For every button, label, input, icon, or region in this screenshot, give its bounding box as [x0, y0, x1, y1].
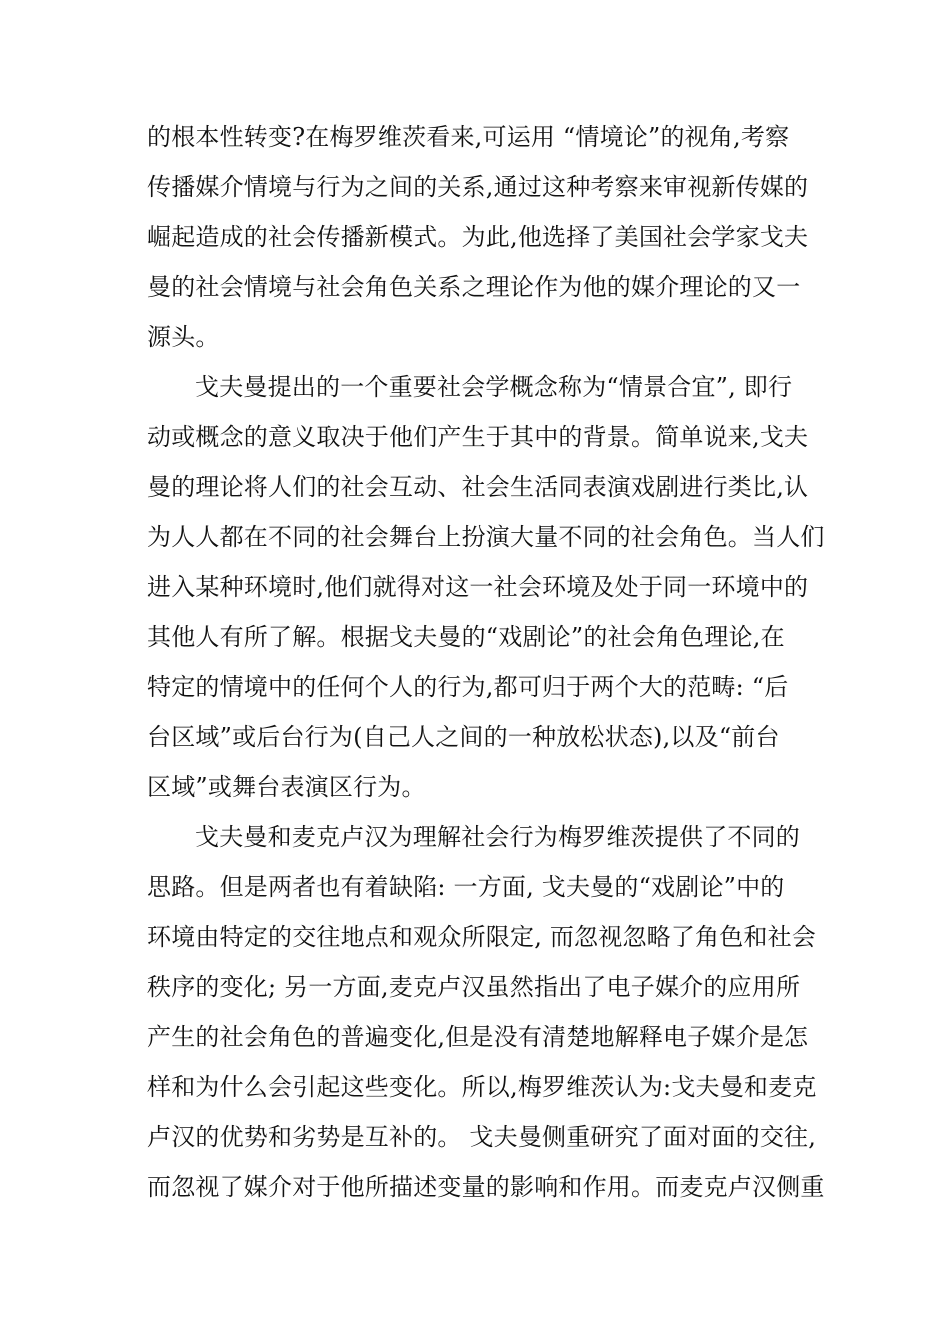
text-line: 曼的理论将人们的社会互动、社会生活同表演戏剧进行类比,认 [147, 473, 809, 501]
text-line: 特定的情境中的任何个人的行为,都可归于两个大的范畴: “后 [147, 673, 789, 701]
text-line: 卢汉的优势和劣势是互补的。 戈夫曼侧重研究了面对面的交往, [147, 1123, 817, 1151]
paragraph-3 [147, 812, 825, 1212]
text-line: 戈夫曼提出的一个重要社会学概念称为“情景合宜”, 即行 [195, 373, 793, 401]
text-line: 传播媒介情境与行为之间的关系,通过这种考察来审视新传媒的 [147, 173, 809, 201]
text-line: 而忽视了媒介对于他所描述变量的影响和作用。而麦克卢汉侧重 [147, 1173, 825, 1201]
paragraph-2 [147, 362, 825, 812]
text-line: 产生的社会角色的普遍变化,但是没有清楚地解释电子媒介是怎 [147, 1023, 809, 1051]
text-line: 其他人有所了解。根据戈夫曼的“戏剧论”的社会角色理论,在 [147, 623, 785, 651]
text-line: 秩序的变化; 另一方面,麦克卢汉虽然指出了电子媒介的应用所 [147, 973, 801, 1001]
text-line: 进入某种环境时,他们就得对这一社会环境及处于同一环境中的 [147, 573, 809, 601]
text-line: 样和为什么会引起这些变化。所以,梅罗维茨认为:戈夫曼和麦克 [147, 1073, 817, 1101]
text-line: 思路。但是两者也有着缺陷: 一方面, 戈夫曼的“戏剧论”中的 [147, 873, 785, 901]
text-line: 动或概念的意义取决于他们产生于其中的背景。简单说来,戈夫 [147, 423, 809, 451]
text-line: 戈夫曼和麦克卢汉为理解社会行为梅罗维茨提供了不同的 [195, 823, 800, 851]
text-line: 区域”或舞台表演区行为。 [147, 773, 426, 801]
text-line: 台区域”或后台行为(自己人之间的一种放松状态),以及“前台 [147, 723, 780, 751]
text-line: 曼的社会情境与社会角色关系之理论作为他的媒介理论的又一 [147, 273, 801, 301]
text-line: 的根本性转变?在梅罗维茨看来,可运用 “情境论”的视角,考察 [147, 123, 790, 151]
text-line: 环境由特定的交往地点和观众所限定, 而忽视忽略了角色和社会 [147, 923, 817, 951]
body-text [147, 112, 825, 1212]
text-line: 为人人都在不同的社会舞台上扮演大量不同的社会角色。当人们 [147, 523, 825, 551]
text-line: 源头。 [147, 323, 220, 351]
paragraph-1 [147, 112, 807, 362]
text-line: 崛起造成的社会传播新模式。为此,他选择了美国社会学家戈夫 [147, 223, 809, 251]
